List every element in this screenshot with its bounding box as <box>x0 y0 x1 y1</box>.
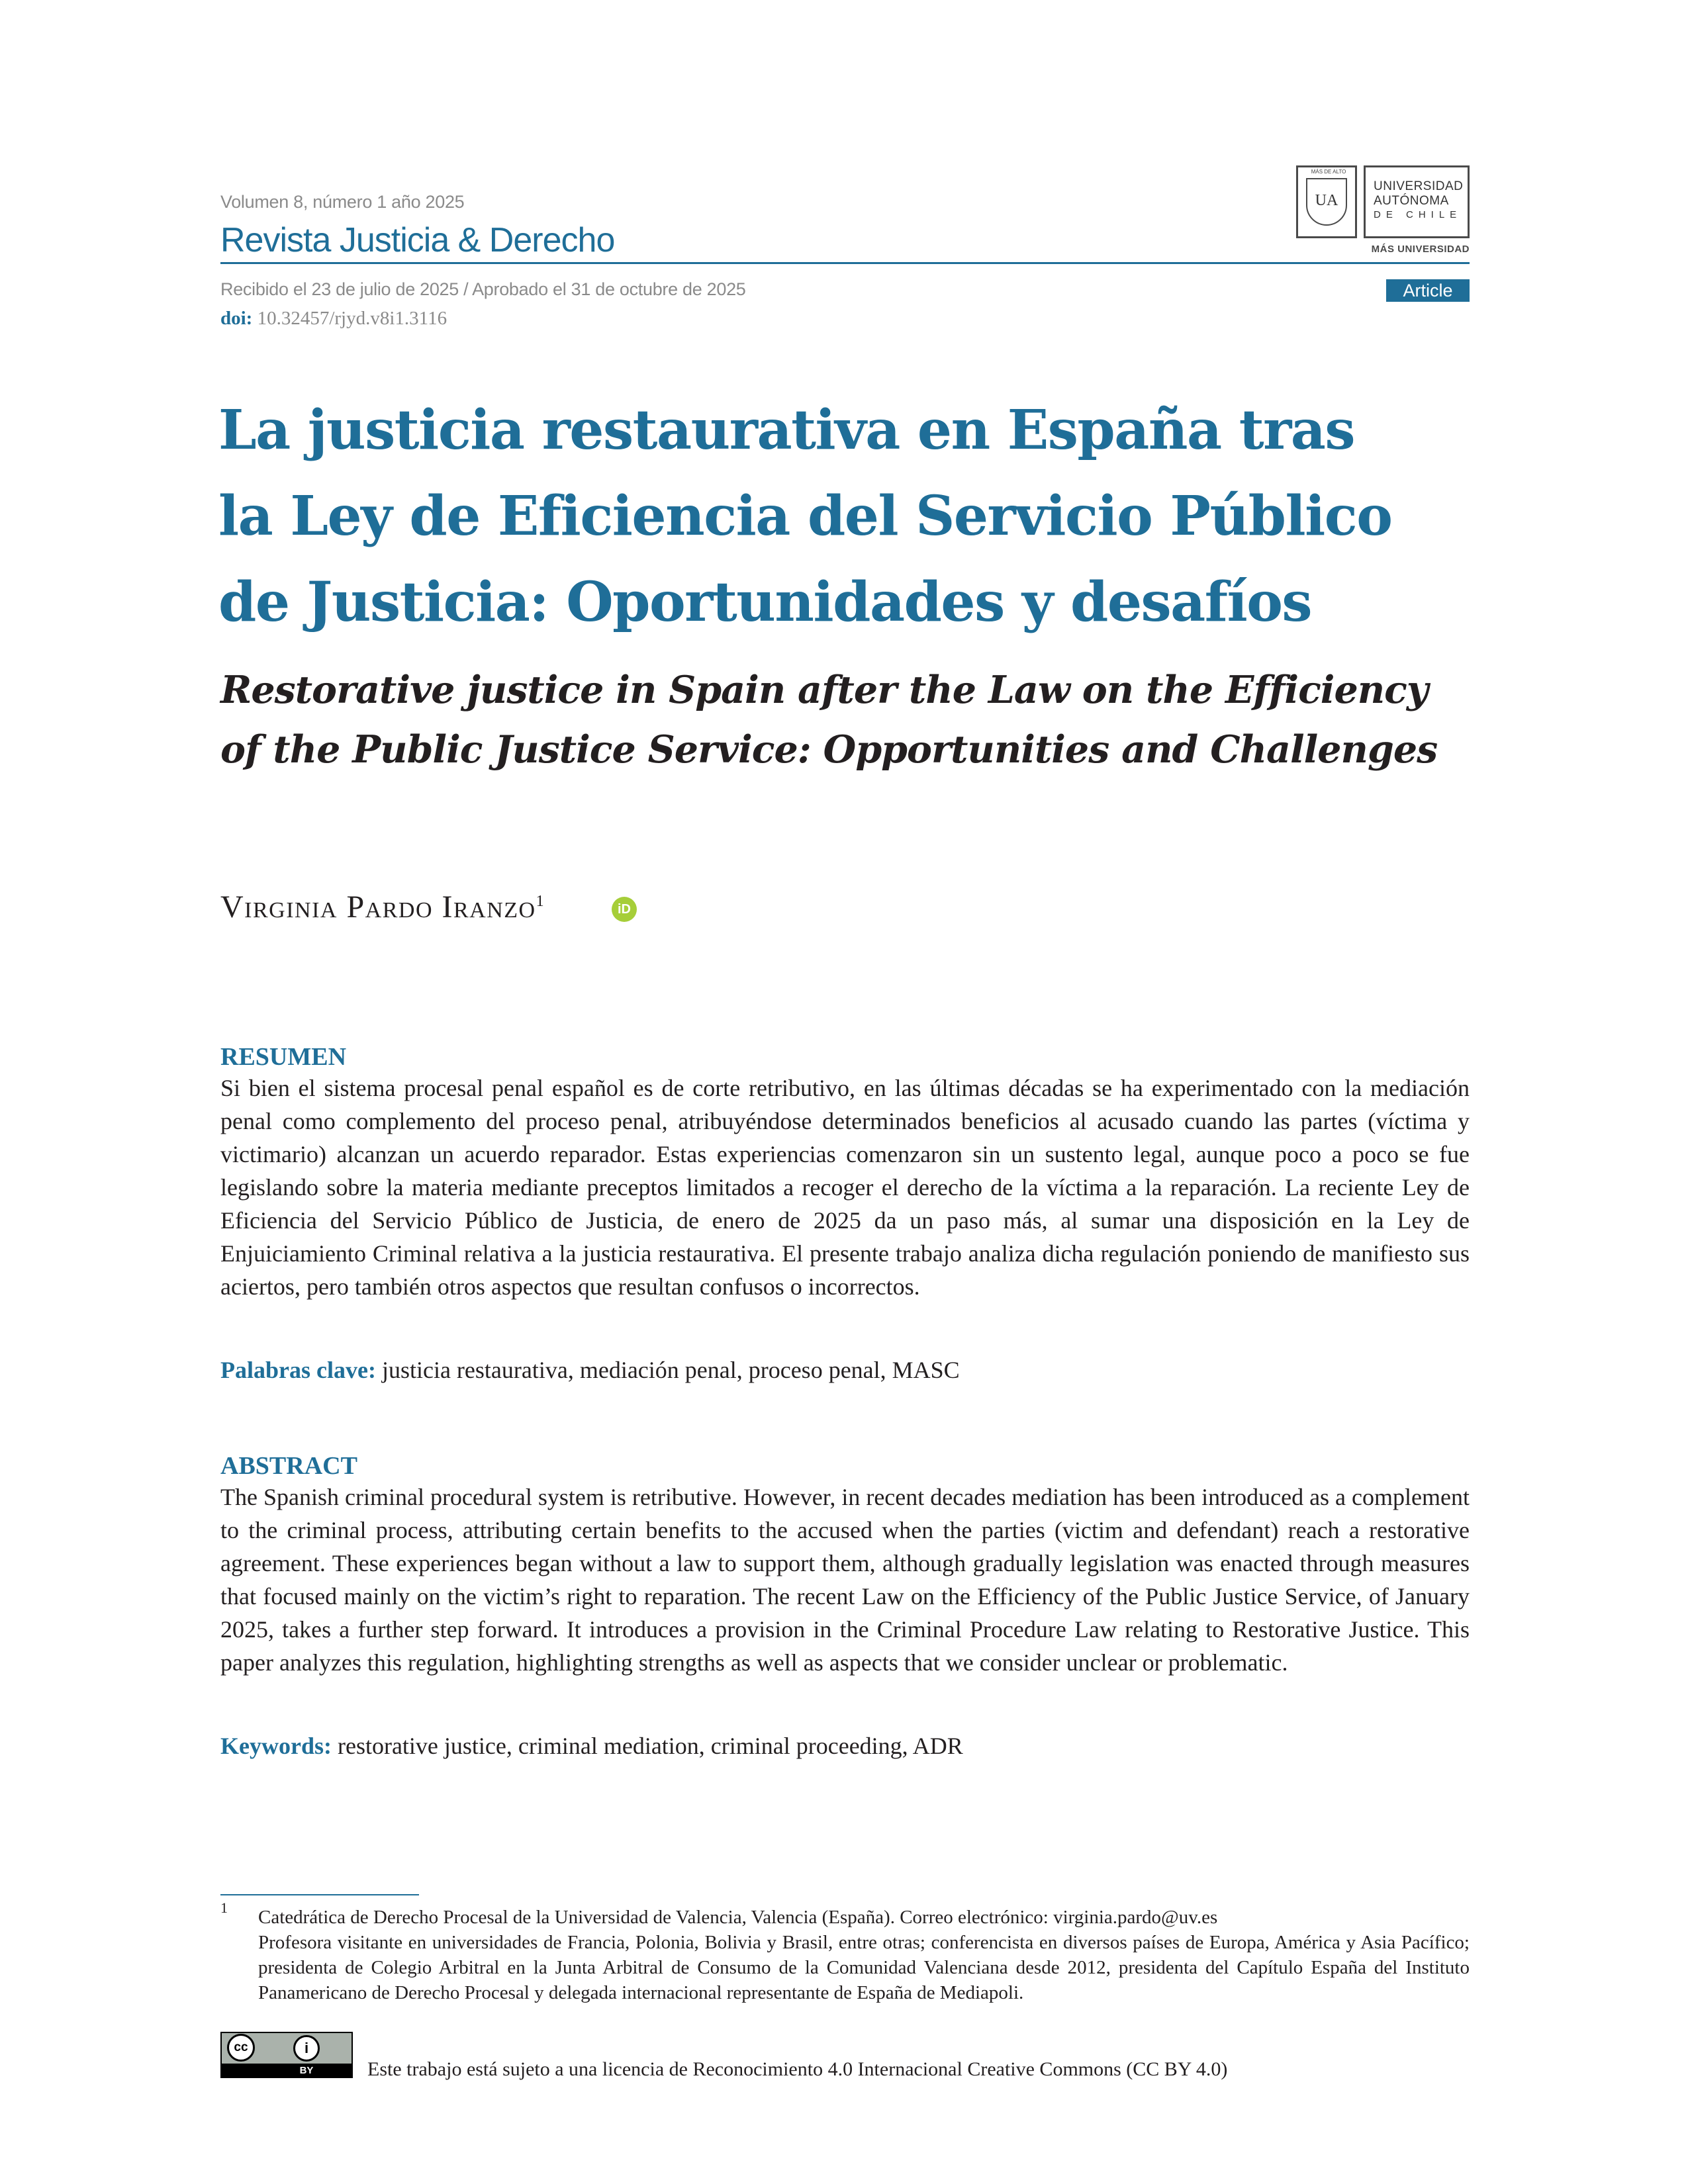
cc-by-license-icon[interactable] <box>220 2032 353 2078</box>
seal-top-text: MÁS DE ALTO <box>1311 169 1346 175</box>
attribution-person-icon: i <box>293 2035 320 2062</box>
author-name <box>220 889 545 925</box>
palabras-clave-label: Palabras clave: <box>220 1357 376 1383</box>
seal-shield: UA <box>1306 178 1347 226</box>
abstract-heading: ABSTRACT <box>220 1452 357 1480</box>
title-spanish-line: La justicia restaurativa en España tras <box>218 398 1355 462</box>
palabras-clave <box>220 1356 960 1384</box>
cc-logo-icon: cc <box>227 2034 255 2062</box>
title-english-line: Restorative justice in Spain after the Law on the Efficiency <box>220 668 1428 712</box>
doi-line <box>220 308 447 330</box>
footnote-line1: Catedrática de Derecho Procesal de la Universidad de Valencia, Valencia (España). Correo electrónico: virginia.pardo@uv.es <box>258 1907 1218 1928</box>
volume-info: Volumen 8, número 1 año 2025 <box>220 192 465 212</box>
university-logo <box>1296 165 1470 257</box>
palabras-clave-text: justicia restaurativa, mediación penal, proceso penal, MASC <box>381 1357 960 1383</box>
resumen-text: Si bien el sistema procesal penal español es de corte retributivo, en las últimas décadas se ha experimentado con la mediación penal como complemento del proceso penal, atribuyéndose determinados beneficios al acusado cuando las partes (víctima y victimario) alcanzan un acuerdo reparador. Estas experiencias comenzaron sin un sustento legal, aunque poco a poco se fue legislando sobre la materia mediante preceptos limitados a recoger el derecho de la víctima a la reparación. La reciente Ley de Eficiencia del Servicio Público de Justicia, de enero de 2025 da un paso más, al sumar una disposición en la Ley de Enjuiciamiento Criminal relativa a la justicia restaurativa. El presente trabajo analiza dicha regulación poniendo de manifiesto sus aciertos, pero también otros aspectos que resultan confusos o incorrectos. <box>220 1075 1470 1300</box>
university-name-line1: UNIVERSIDAD <box>1374 179 1464 193</box>
title-english-line: of the Public Justice Service: Opportunities and Challenges <box>220 727 1438 772</box>
university-name-line3: DE CHILE <box>1374 209 1462 220</box>
header-divider <box>220 262 1470 264</box>
title-english <box>220 660 1478 780</box>
keywords-text: restorative justice, criminal mediation, criminal proceeding, ADR <box>337 1733 963 1759</box>
university-tagline: MÁS UNIVERSIDAD <box>1371 244 1470 255</box>
footnote-line2: Profesora visitante en universidades de Francia, Polonia, Bolivia y Brasil, entre otras; conferencista en diversos países de Europa, América y Asia Pacífico; presidenta de Colegio Arbitral en la Junta Arbitral de Consumo de la Comunidad Valenciana desde 2012, presidenta del Capítulo España del Instituto Panamericano de Derecho Procesal y delegada internacional representante de España de Mediapoli. <box>258 1932 1470 2003</box>
university-seal-icon <box>1296 165 1357 238</box>
article-type-badge: Article <box>1386 279 1470 302</box>
title-spanish-line: la Ley de Eficiencia del Servicio Público <box>218 484 1392 548</box>
license-text: Este trabajo está sujeto a una licencia de Reconocimiento 4.0 Internacional Creative Commons (CC BY 4.0) <box>367 2058 1228 2080</box>
author-name-text: Virginia Pardo Iranzo <box>220 889 536 925</box>
footnote-divider <box>220 1894 419 1895</box>
doi-label: doi: <box>220 308 253 329</box>
title-spanish-line: de Justicia: Oportunidades y desafíos <box>218 570 1312 634</box>
orcid-icon[interactable]: iD <box>612 897 637 922</box>
received-approved-dates: Recibido el 23 de julio de 2025 / Aprobado el 31 de octubre de 2025 <box>220 279 746 299</box>
footnote-ref[interactable]: 1 <box>536 893 545 910</box>
keywords-label: Keywords: <box>220 1733 332 1759</box>
journal-title: Revista Justicia & Derecho <box>220 221 615 259</box>
footnote-number: 1 <box>220 1899 228 1916</box>
by-label: BY <box>299 2065 314 2076</box>
title-spanish <box>218 387 1476 645</box>
abstract-text: The Spanish criminal procedural system is retributive. However, in recent decades mediation has been introduced as a complement to the criminal process, attributing certain benefits to the accused when the parties (victim and defendant) reach a restorative agreement. These experiences began without a law to support them, although gradually legislation was enacted through measures that focused mainly on the victim’s right to reparation. The recent Law on the Efficiency of the Public Justice Service, of January 2025, takes a further step forward. It introduces a provision in the Criminal Procedure Law relating to Restorative Justice. This paper analyzes this regulation, highlighting strengths as well as aspects that we consider unclear or problematic. <box>220 1484 1470 1676</box>
university-name-box <box>1364 165 1470 238</box>
university-name-line2: AUTÓNOMA <box>1374 194 1449 208</box>
resumen-heading: RESUMEN <box>220 1043 347 1071</box>
doi-link[interactable]: 10.32457/rjyd.v8i1.3116 <box>257 308 447 329</box>
footnote-text <box>258 1905 1470 2005</box>
keywords <box>220 1732 963 1760</box>
